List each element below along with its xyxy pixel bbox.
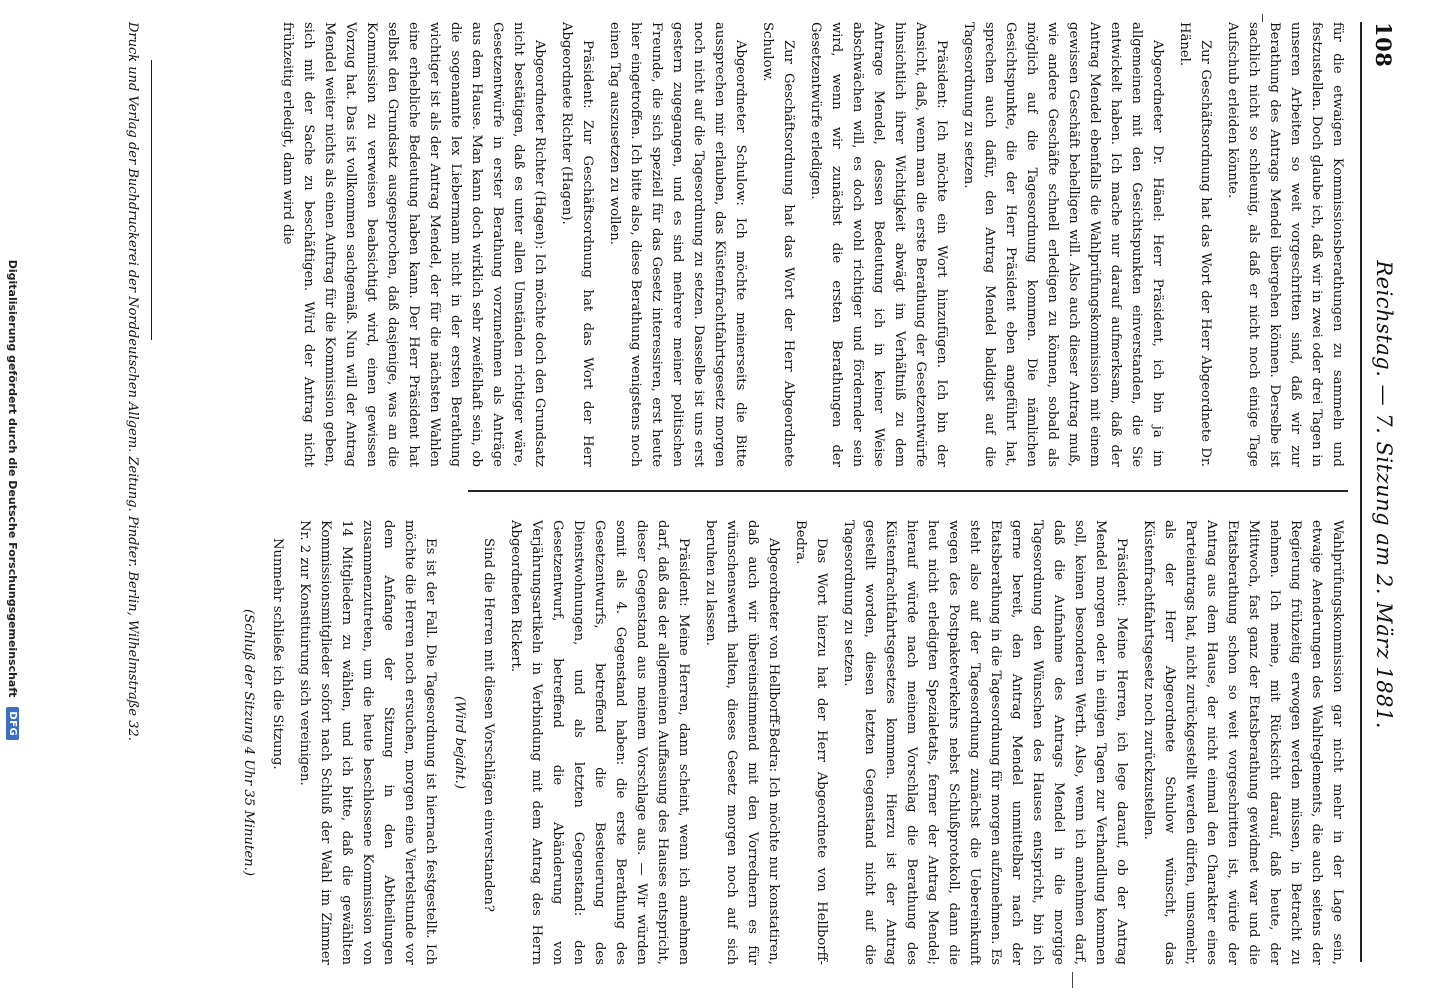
stage-direction: (Wird bejaht.)	[452, 696, 467, 789]
paragraph: für die etwaigen Kommissionsberathungen zu sammeln und festzustellen. Doch glaube ich, daß wir in zwei oder drei Tagen in unseren Arbeiten so weit vorgeschritten sind, daß wir zur Berathung des Antrags Mendel übergehen können. Derselbe ist sachlich nicht so schleunig, als daß er nicht noch einige Tage Aufschub erleiden könnte.	[1225, 22, 1345, 467]
dfg-logo-icon: DFG	[7, 707, 20, 740]
paragraph: Das Wort hierzu hat der Herr Abgeordnete von Hellborff-Bedra.	[793, 520, 829, 965]
left-column	[80, 22, 1348, 467]
speech-paragraph: Abgeordneter Schulow: Ich möchte meinerseits die Bitte aussprechen mir erlauben, das Küstenfrachtfahrtsgesetz morgen noch nicht auf die Tagesordnung zu setzen. Dasselbe ist uns erst gestern zugegangen, und es sind mehrere meiner politischen Freunde, die sich speziell für das Gesetz interessiren, erst heute hier eingetroffen. Ich bitte also, diese Berathung wenigstens noch einen Tag auszusetzen zu wollen.	[607, 22, 748, 467]
paragraph: Zur Geschäftsordnung hat das Wort der Herr Abgeordnete Dr. Hänel.	[1177, 22, 1213, 467]
speech-paragraph: Abgeordneter Richter (Hagen): Ich möchte doch den Grundsatz nicht bestätigen, daß es unter allen Umständen richtiger wäre, Gesetzentwürfe in erster Berathung vorzunehmen als Anträge aus dem Hause. Man kann doch wirklich sehr zweifelhaft sein, ob die sogenannte lex Liebermann nicht in der ersten Berathung wichtiger ist als der Antrag Mendel, der für die nächsten Wahlen eine erhebliche Bedeutung haben kann. Der Herr Präsident hat selbst den Grundsatz ausgesprochen, daß dasjenige, was an die Kommission zu verweisen beabsichtigt wird, einen gewissen Vorzug hat. Das ist vollkommen sachgemäß. Nun will der Antrag Mendel weiter nichts als einen Auftrag für die Kommission geben, sich mit der Sache zu beschäftigen. Wird der Antrag nicht frühzeitig erledigt, dann wird die	[280, 22, 547, 467]
printer-imprint: Druck und Verlag der Buchdruckerei der Norddeutschen Allgem. Zeitung. Pindter. Berlin, Wilhelmstraße 32.	[125, 22, 140, 741]
running-header	[1366, 22, 1402, 962]
digitization-footer	[4, 20, 22, 980]
speech-paragraph: Abgeordneter Dr. Hänel: Herr Präsident, ich bin ja im allgemeinen mit den Gesichtspunkten einverstanden, die Sie entwickelt haben. Ich mache nur darauf aufmerksam, daß der Antrag Mendel ebenfalls die Wahlprüfungskommission mit einem gewissen Geschäft behelligen will. Also auch dieser Antrag muß, wie andere Geschäfte schnell erledigen zu können, sobald als möglich auf die Tagesordnung kommen. Die nämlichen Gesichtspunkte, die der Herr Präsident eben angeführt hat, sprechen auch dafür, den Antrag Mendel baldigst auf die Tagesordnung zu setzen.	[961, 22, 1165, 467]
digitization-note: Digitalisierung gefördert durch die Deutsche Forschungsgemeinschaft	[6, 259, 20, 698]
page-number: 108	[1371, 22, 1397, 68]
paragraph: Wahlprüfungskommission gar nicht mehr in der Lage sein, etwaige Aenderungen des Wahlreglements, die auch seitens der Regierung frühzeitig erwogen werden müssen, in Betracht zu nehmen. Ich meine, mit Rücksicht darauf, daß heute, der Mittwoch, fast ganz der Etatsberathung gewidmet war und die Etatsberathung schon so weit vorgeschritten ist, würde der Antrag aus dem Hause, der nicht einmal den Charakter eines Parteiantrags hat, nicht zurückgestellt werden dürfen, umsomehr, als der Herr Abgeordnete Schulow wünscht, das Küstenfrachtfahrtsgesetz noch zurückzustellen.	[1141, 520, 1345, 965]
scan-mark	[1072, 972, 1073, 988]
speech-paragraph: Präsident: Ich möchte ein Wort hinzufügen. Ich bin der Ansicht, daß, wenn man die erste Berathung der Gesetzentwürfe hinsichtlich ihrer Wichtigkeit abwägt im Verhältniß zu dem Antrage Mendel, dessen Bedeutung ich in keiner Weise abschwächen will, es doch wohl richtiger und fördernder sein wird, wenn wir zunächst die ersten Berathungen der Gesetzentwürfe erledigen.	[808, 22, 949, 467]
speech-paragraph: Präsident: Zur Geschäftsordnung hat das Wort der Herr Abgeordnete Richter (Hagen).	[559, 22, 595, 467]
imprint-rule	[151, 60, 152, 340]
speech-paragraph: Abgeordneter von Hellborff-Bedra: Ich möchte nur konstatiren, daß auch wir übereinstimmend mit den Vorrednern es für wünschenswerth halten, dieses Gesetz morgen noch auf sich beruhen zu lassen.	[703, 520, 781, 965]
scan-mark	[1262, 14, 1263, 22]
running-title: Reichstag. — 7. Sitzung am 2. März 1881.	[1372, 260, 1396, 729]
right-column	[80, 520, 1348, 965]
column-divider	[468, 490, 1348, 492]
speech-paragraph: Präsident: Meine Herren, ich lege darauf, ob der Antrag Mendel morgen oder in einigen Tagen zur Verhandlung kommen soll, keinen besonderen Werth. Also, wenn ich annehmen darf, daß die Aufnahme des Antrags Mendel in die morgige Tagesordnung den Wünschen des Hauses entspricht, bin ich gerne bereit, den Antrag Mendel unmittelbar nach der Etatsberathung in die Tagesordnung für morgen aufzunehmen. Es steht also auf der Tagesordnung zunächst die Uebereinkunft wegen des Postpaketverkehrs nebst Schlußprotokoll, dann die heut nicht erledigten Spezialetats, ferner der Antrag Mendel; hierauf würde nach meinem Vorschlag die Berathung des Küstenfrachtfahrtsgesetzes kommen. Hierzu ist der Antrag gestellt worden, diesen letzten Gegenstand nicht auf die Tagesordnung zu setzen.	[841, 520, 1129, 965]
session-close-note: (Schluß der Sitzung 4 Uhr 35 Minuten.)	[241, 609, 256, 876]
speech-paragraph: Präsident: Meine Herren, dann scheint, wenn ich annehmen darf, daß das der allgemeinen Auffassung des Hauses entspricht, dieser Gegenstand aus meinem Vorschlage aus. — Wir würden somit als 4. Gegenstand haben: die erste Berathung des Gesetzentwurfs, betreffend die Besteuerung des Dienstwohnungen, und als letzten Gegenstand: den Gesetzentwurf, betreffend die Abänderung von Verjährungsartikeln in Verbindung mit dem Antrag des Herrn Abgeordneten Rickert.	[508, 520, 691, 965]
header-rule	[1360, 22, 1362, 962]
paragraph: Nunmehr schließe ich die Sitzung.	[270, 538, 285, 770]
paragraph: Es ist der Fall. Die Tagesordnung ist hiernach festgestellt. Ich möchte die Herren noch ersuchen, morgen eine Viertelstunde vor dem Anfange der Sitzung in den Abtheilungen zusammenzutreten, um die heute beschlossene Kommission von 14 Mitgliedern zu wählen, und ich bitte, daß die gewählten Kommissionsmitglieder sofort nach Schluß der Wahl im Zimmer Nr. 2 zur Konstituirung sich vereinigen.	[297, 520, 438, 965]
paragraph: Zur Geschäftsordnung hat das Wort der Herr Abgeordnete Schulow.	[760, 22, 796, 467]
paragraph: Sind die Herren mit diesen Vorschlägen einverstanden?	[481, 538, 496, 912]
